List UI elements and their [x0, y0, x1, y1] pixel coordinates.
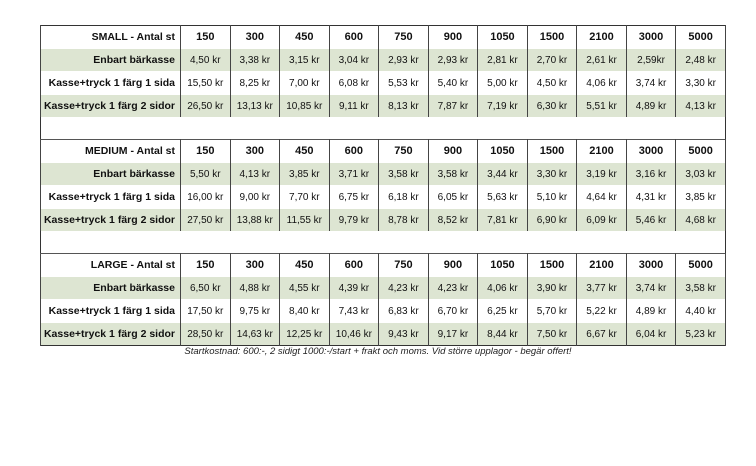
price-cell: 7,81 kr [478, 209, 528, 232]
price-cell: 8,52 kr [428, 209, 478, 232]
quantity-header-cell: 5000 [676, 254, 726, 277]
quantity-header-cell: 3000 [626, 140, 676, 163]
price-cell: 3,90 kr [527, 277, 577, 300]
quantity-header-cell: 450 [280, 140, 330, 163]
price-cell: 5,23 kr [676, 323, 726, 346]
price-cell: 3,58 kr [676, 277, 726, 300]
price-row [41, 72, 726, 95]
price-row [41, 95, 726, 118]
price-cell: 6,30 kr [527, 95, 577, 118]
section-spacer [41, 231, 726, 254]
price-cell: 5,22 kr [577, 300, 627, 323]
price-table [40, 25, 726, 346]
price-cell: 7,87 kr [428, 95, 478, 118]
quantity-header-cell: 1500 [527, 254, 577, 277]
price-cell: 2,81 kr [478, 49, 528, 72]
price-cell: 3,77 kr [577, 277, 627, 300]
quantity-header-cell: 900 [428, 254, 478, 277]
section-header-row [41, 254, 726, 277]
quantity-header-cell: 750 [379, 254, 429, 277]
price-cell: 2,61 kr [577, 49, 627, 72]
price-cell: 4,39 kr [329, 277, 379, 300]
price-cell: 8,13 kr [379, 95, 429, 118]
price-cell: 3,74 kr [626, 72, 676, 95]
price-cell: 9,43 kr [379, 323, 429, 346]
quantity-header-cell: 900 [428, 26, 478, 49]
price-cell: 28,50 kr [181, 323, 231, 346]
quantity-header-cell: 600 [329, 26, 379, 49]
price-cell: 27,50 kr [181, 209, 231, 232]
price-cell: 6,70 kr [428, 300, 478, 323]
price-cell: 10,46 kr [329, 323, 379, 346]
quantity-header-cell: 300 [230, 26, 280, 49]
footnote: Startkostnad: 600:-, 2 sidigt 1000:-/start + frakt och moms. Vid större upplagor - begär offert! [184, 346, 572, 357]
price-cell: 6,18 kr [379, 186, 429, 209]
price-cell: 3,71 kr [329, 163, 379, 186]
price-cell: 2,48 kr [676, 49, 726, 72]
price-cell: 3,44 kr [478, 163, 528, 186]
price-cell: 7,43 kr [329, 300, 379, 323]
quantity-header-cell: 1500 [527, 140, 577, 163]
price-cell: 4,13 kr [230, 163, 280, 186]
price-cell: 26,50 kr [181, 95, 231, 118]
price-cell: 4,23 kr [379, 277, 429, 300]
price-cell: 4,89 kr [626, 95, 676, 118]
quantity-header-cell: 5000 [676, 26, 726, 49]
price-cell: 7,70 kr [280, 186, 330, 209]
price-cell: 15,50 kr [181, 72, 231, 95]
price-cell: 4,68 kr [676, 209, 726, 232]
price-cell: 2,93 kr [379, 49, 429, 72]
price-cell: 3,15 kr [280, 49, 330, 72]
quantity-header-cell: 2100 [577, 140, 627, 163]
price-cell: 8,40 kr [280, 300, 330, 323]
price-cell: 3,58 kr [379, 163, 429, 186]
price-cell: 4,55 kr [280, 277, 330, 300]
quantity-header-cell: 1050 [478, 254, 528, 277]
price-cell: 12,25 kr [280, 323, 330, 346]
price-cell: 9,11 kr [329, 95, 379, 118]
price-cell: 14,63 kr [230, 323, 280, 346]
quantity-header-cell: 150 [181, 26, 231, 49]
section-header-label: MEDIUM - Antal st [41, 140, 181, 163]
price-cell: 17,50 kr [181, 300, 231, 323]
row-label: Enbart bärkasse [41, 277, 181, 300]
quantity-header-cell: 1050 [478, 26, 528, 49]
price-cell: 4,50 kr [527, 72, 577, 95]
spacer-cell [41, 231, 726, 254]
price-cell: 4,88 kr [230, 277, 280, 300]
price-cell: 6,25 kr [478, 300, 528, 323]
section-header-row [41, 140, 726, 163]
price-cell: 6,50 kr [181, 277, 231, 300]
quantity-header-cell: 600 [329, 140, 379, 163]
quantity-header-cell: 5000 [676, 140, 726, 163]
row-label: Kasse+tryck 1 färg 1 sida [41, 300, 181, 323]
row-label: Kasse+tryck 1 färg 1 sida [41, 72, 181, 95]
section-header-label: LARGE - Antal st [41, 254, 181, 277]
price-cell: 4,89 kr [626, 300, 676, 323]
price-cell: 3,16 kr [626, 163, 676, 186]
price-cell: 9,00 kr [230, 186, 280, 209]
price-cell: 5,70 kr [527, 300, 577, 323]
quantity-header-cell: 150 [181, 140, 231, 163]
quantity-header-cell: 1500 [527, 26, 577, 49]
price-cell: 4,50 kr [181, 49, 231, 72]
quantity-header-cell: 900 [428, 140, 478, 163]
row-label: Kasse+tryck 1 färg 1 sida [41, 186, 181, 209]
price-cell: 6,09 kr [577, 209, 627, 232]
price-cell: 3,03 kr [676, 163, 726, 186]
price-cell: 2,70 kr [527, 49, 577, 72]
price-cell: 3,30 kr [527, 163, 577, 186]
row-label: Enbart bärkasse [41, 163, 181, 186]
price-cell: 4,23 kr [428, 277, 478, 300]
price-cell: 7,00 kr [280, 72, 330, 95]
price-row [41, 186, 726, 209]
quantity-header-cell: 3000 [626, 254, 676, 277]
quantity-header-cell: 1050 [478, 140, 528, 163]
price-cell: 3,85 kr [676, 186, 726, 209]
price-cell: 3,85 kr [280, 163, 330, 186]
quantity-header-cell: 2100 [577, 254, 627, 277]
quantity-header-cell: 450 [280, 26, 330, 49]
quantity-header-cell: 3000 [626, 26, 676, 49]
price-cell: 5,40 kr [428, 72, 478, 95]
quantity-header-cell: 600 [329, 254, 379, 277]
price-row [41, 300, 726, 323]
price-cell: 4,64 kr [577, 186, 627, 209]
price-cell: 3,58 kr [428, 163, 478, 186]
price-cell: 5,46 kr [626, 209, 676, 232]
quantity-header-cell: 2100 [577, 26, 627, 49]
price-cell: 5,51 kr [577, 95, 627, 118]
section-spacer [41, 117, 726, 140]
row-label: Kasse+tryck 1 färg 2 sidor [41, 209, 181, 232]
section-header-label: SMALL - Antal st [41, 26, 181, 49]
price-cell: 9,17 kr [428, 323, 478, 346]
price-cell: 5,50 kr [181, 163, 231, 186]
price-cell: 8,44 kr [478, 323, 528, 346]
quantity-header-cell: 300 [230, 140, 280, 163]
price-table-body [41, 26, 726, 346]
row-label: Kasse+tryck 1 färg 2 sidor [41, 323, 181, 346]
price-cell: 4,13 kr [676, 95, 726, 118]
price-cell: 6,75 kr [329, 186, 379, 209]
price-cell: 3,19 kr [577, 163, 627, 186]
price-cell: 5,00 kr [478, 72, 528, 95]
price-cell: 6,67 kr [577, 323, 627, 346]
price-cell: 13,13 kr [230, 95, 280, 118]
price-cell: 5,53 kr [379, 72, 429, 95]
price-cell: 6,90 kr [527, 209, 577, 232]
price-cell: 11,55 kr [280, 209, 330, 232]
price-cell: 6,05 kr [428, 186, 478, 209]
price-row [41, 49, 726, 72]
quantity-header-cell: 750 [379, 140, 429, 163]
price-row [41, 163, 726, 186]
price-cell: 2,59kr [626, 49, 676, 72]
price-cell: 7,19 kr [478, 95, 528, 118]
row-label: Enbart bärkasse [41, 49, 181, 72]
price-cell: 10,85 kr [280, 95, 330, 118]
price-cell: 3,30 kr [676, 72, 726, 95]
price-cell: 7,50 kr [527, 323, 577, 346]
price-cell: 4,31 kr [626, 186, 676, 209]
price-row [41, 277, 726, 300]
price-cell: 6,08 kr [329, 72, 379, 95]
price-cell: 5,63 kr [478, 186, 528, 209]
quantity-header-cell: 300 [230, 254, 280, 277]
price-cell: 8,78 kr [379, 209, 429, 232]
price-cell: 2,93 kr [428, 49, 478, 72]
section-header-row [41, 26, 726, 49]
price-cell: 9,75 kr [230, 300, 280, 323]
price-cell: 3,38 kr [230, 49, 280, 72]
price-cell: 3,74 kr [626, 277, 676, 300]
quantity-header-cell: 450 [280, 254, 330, 277]
price-cell: 4,06 kr [577, 72, 627, 95]
price-cell: 8,25 kr [230, 72, 280, 95]
price-cell: 6,04 kr [626, 323, 676, 346]
price-cell: 16,00 kr [181, 186, 231, 209]
price-row [41, 323, 726, 346]
quantity-header-cell: 750 [379, 26, 429, 49]
price-cell: 3,04 kr [329, 49, 379, 72]
price-cell: 4,40 kr [676, 300, 726, 323]
quantity-header-cell: 150 [181, 254, 231, 277]
price-row [41, 209, 726, 232]
spacer-cell [41, 117, 726, 140]
price-cell: 6,83 kr [379, 300, 429, 323]
price-cell: 9,79 kr [329, 209, 379, 232]
price-cell: 5,10 kr [527, 186, 577, 209]
price-table-container [40, 25, 726, 346]
price-cell: 13,88 kr [230, 209, 280, 232]
price-cell: 4,06 kr [478, 277, 528, 300]
row-label: Kasse+tryck 1 färg 2 sidor [41, 95, 181, 118]
